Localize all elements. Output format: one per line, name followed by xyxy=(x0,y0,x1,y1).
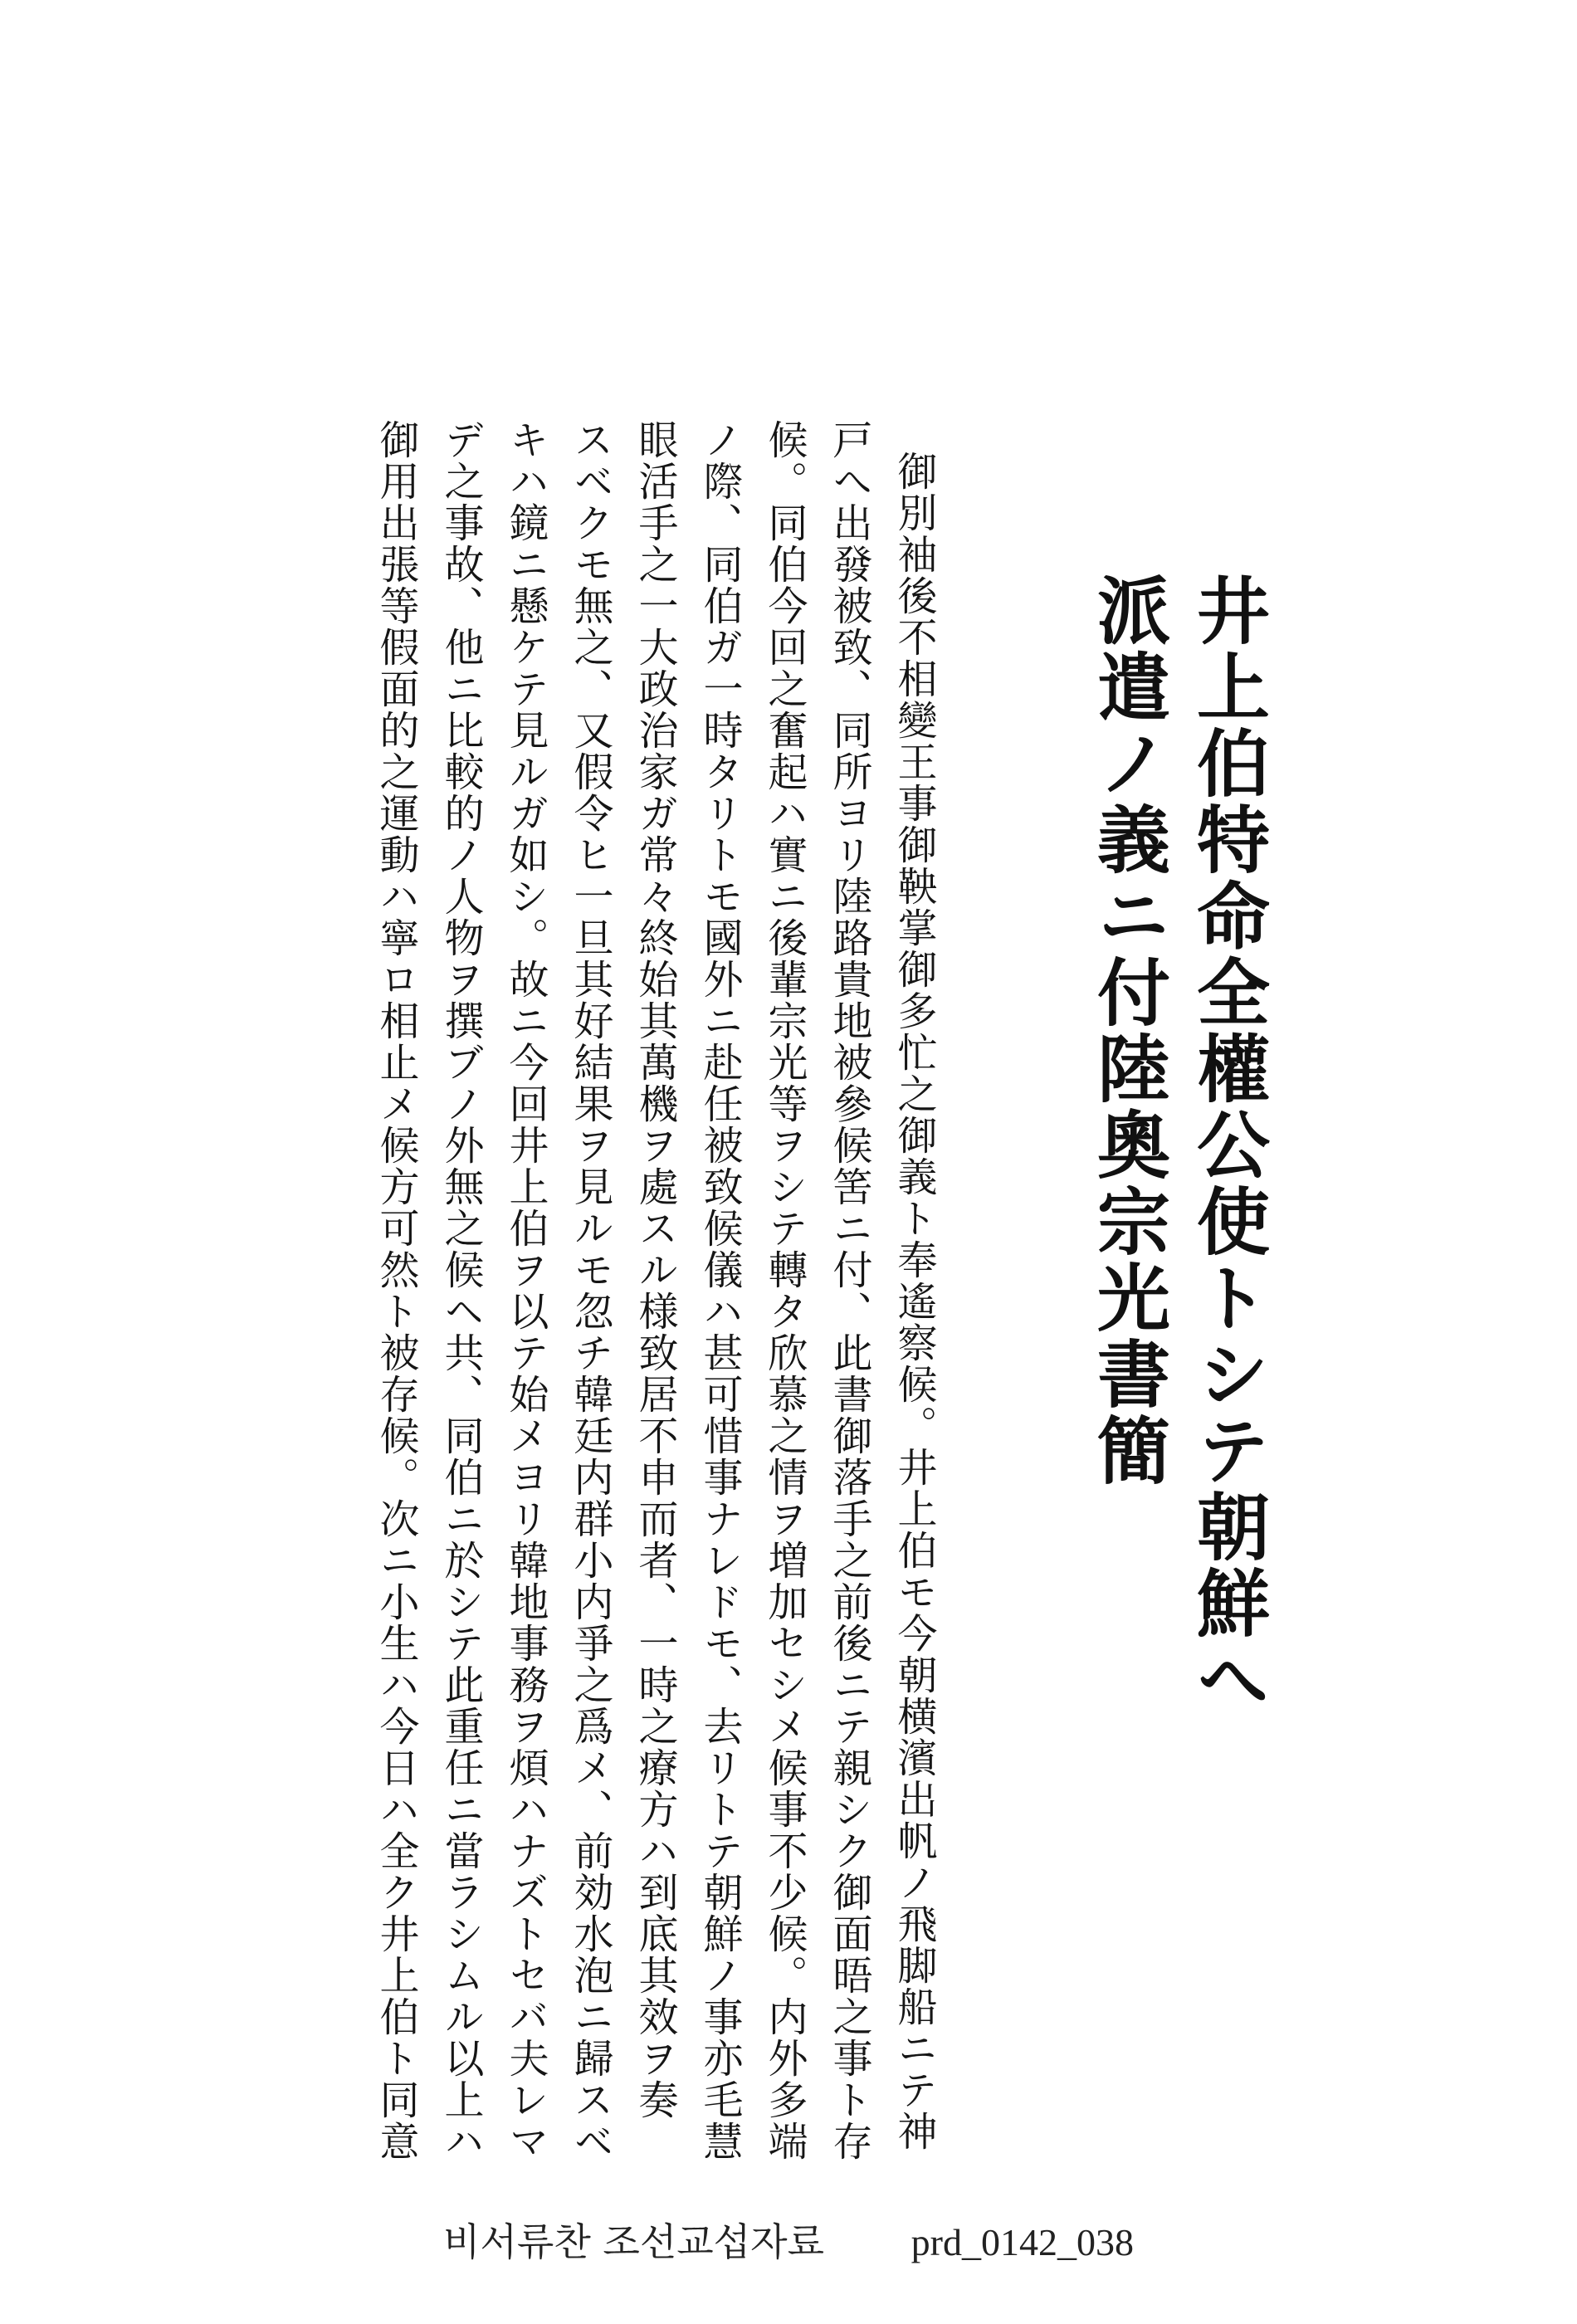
letter-line-1: 御別袖後不相變王事御鞅掌御多忙之御義ト奉遙察候。井上伯モ今朝横濱出帆ノ飛脚船ニテ神 xyxy=(891,451,937,2152)
letter-line-9: 御用出張等假面的之運動ハ寧ロ相止メ候方可然ト被存候。次ニ小生ハ今日ハ全ク井上伯ト同意 xyxy=(373,419,419,2162)
document-title xyxy=(1079,573,1278,1735)
title-line-1: 井上伯特命全權公使トシテ朝鮮へ xyxy=(1185,573,1272,1718)
title-line-2: 派遣ノ義ニ付陸奧宗光書簡 xyxy=(1086,573,1172,1489)
document-id: prd_0142_038 xyxy=(911,2221,1134,2263)
letter-line-5: 眼活手之一大政治家ガ常々終始其萬機ヲ處スル様致居不申而者、一時之療方ハ到底其效ヲ奏 xyxy=(632,419,678,2121)
letter-body xyxy=(282,419,946,2162)
letter-line-6: スベクモ無之、又假令ヒ一旦其好結果ヲ見ルモ忽チ韓廷内群小内爭之爲メ、前効水泡ニ歸スベ xyxy=(567,419,613,2162)
letter-line-8: デ之事故、他ニ比較的ノ人物ヲ撰ブノ外無之候ヘ共、同伯ニ於シテ此重任ニ當ラシムル以上ハ xyxy=(437,419,484,2162)
letter-line-7: キハ鏡ニ懸ケテ見ルガ如シ。故ニ今回井上伯ヲ以テ始メヨリ韓地事務ヲ煩ハナズトセバ夫レマ xyxy=(502,419,549,2162)
letter-line-2: 戸へ出發被致、同所ヨリ陸路貴地被參候筈ニ付、此書御落手之前後ニテ親シク御面晤之事ト存 xyxy=(826,419,872,2162)
page-footer xyxy=(0,2212,1577,2267)
letter-line-3: 候。同伯今回之奮起ハ實ニ後輩宗光等ヲシテ轉タ欣慕之情ヲ増加セシメ候事不少候。内外多端 xyxy=(761,419,808,2162)
letter-line-4: ノ際、同伯ガ一時タリトモ國外ニ赴任被致候儀ハ甚可惜事ナレドモ、去リトテ朝鮮ノ事亦毛慧 xyxy=(696,419,743,2162)
collection-name: 비서류찬 조선교섭자료 xyxy=(443,2219,825,2264)
